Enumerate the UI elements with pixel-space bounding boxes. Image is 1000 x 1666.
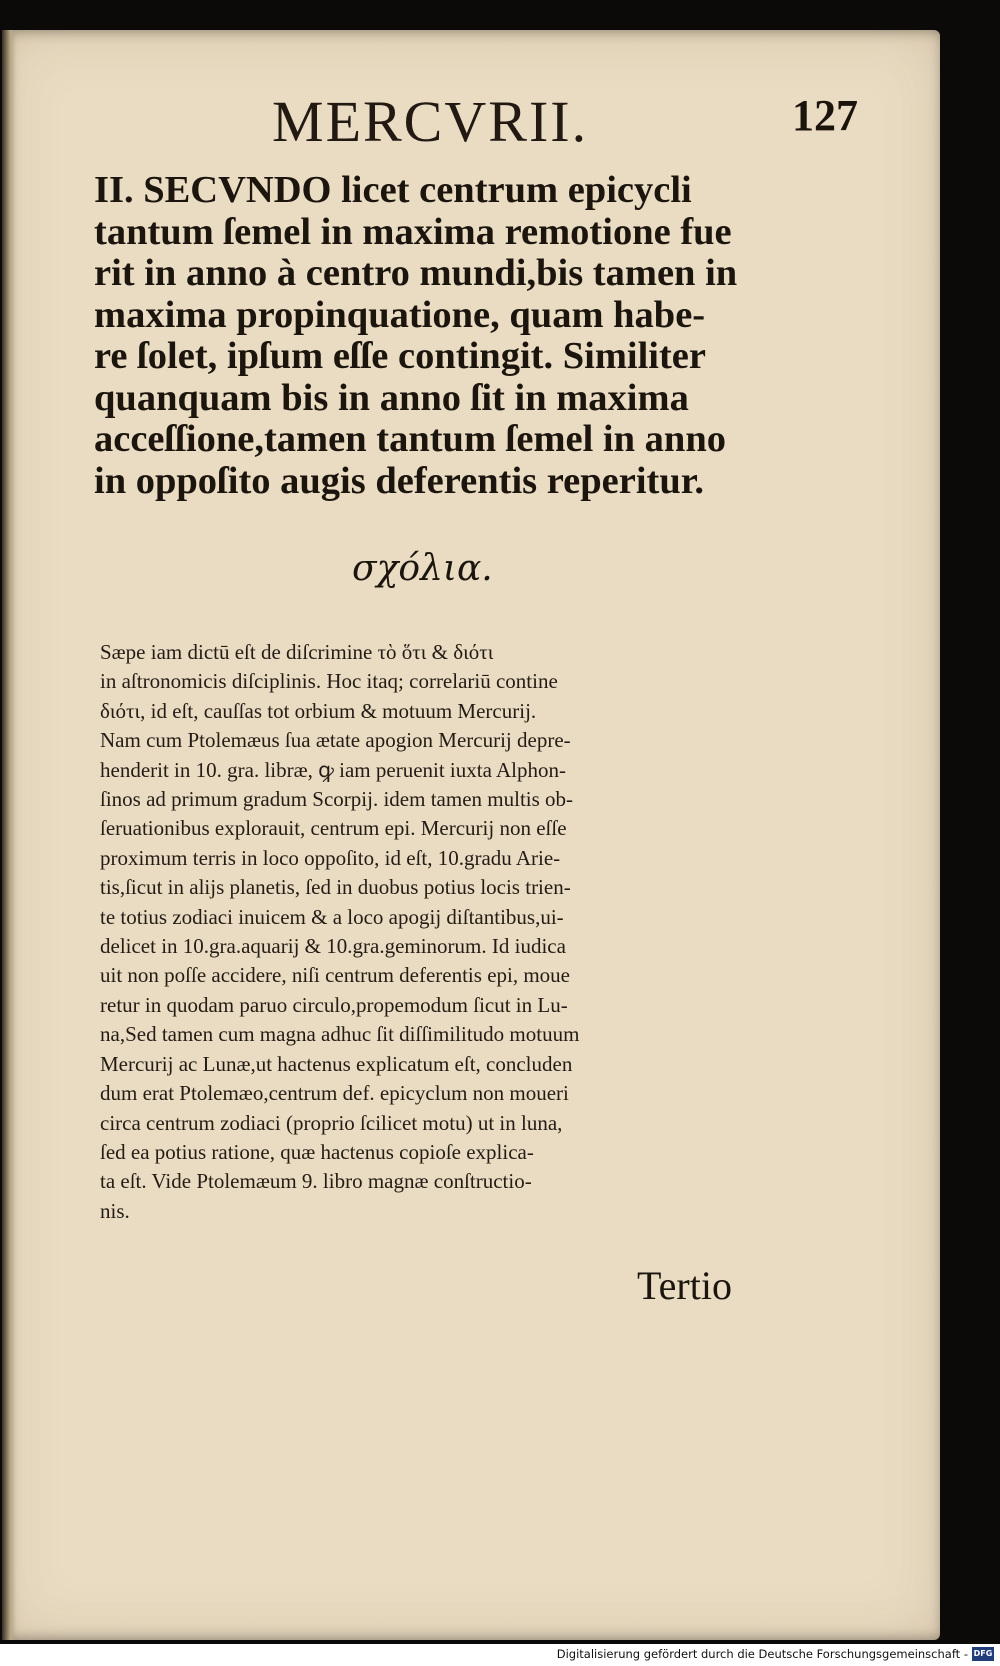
proposition-line: acceſſione,tamen tantum ſemel in anno: [94, 418, 726, 460]
page-gutter-shadow: [2, 30, 16, 1640]
commentary-line: Sæpe iam dictū eſt de diſcrimine τὸ ὅτι & διότι: [100, 640, 494, 664]
commentary-paragraph: [100, 638, 770, 1226]
scholia-heading: σχόλια.: [352, 548, 493, 589]
commentary-line: uit non poſſe accidere, niſi centrum deferentis epi, moue: [100, 963, 570, 988]
funding-credit: Digitalisierung gefördert durch die Deutsche Forschungsgemeinschaft -: [556, 1647, 968, 1661]
proposition-line: in oppoſito augis deferentis reperitur.: [94, 459, 704, 502]
commentary-line: nis.: [100, 1198, 130, 1223]
commentary-line: ſeruationibus explorauit, centrum epi. Mercurij non eſſe: [100, 816, 567, 841]
commentary-line: na,Sed tamen cum magna adhuc ſit diſſimilitudo motuum: [100, 1022, 580, 1047]
catchword: Tertio: [637, 1263, 732, 1308]
commentary-line: tis,ſicut in alijs planetis, ſed in duobus potius locis trien-: [100, 875, 571, 900]
commentary-line: retur in quodam paruo circulo,propemodum ſicut in Lu-: [100, 992, 568, 1017]
proposition-line: quanquam bis in anno ſit in maxima: [94, 376, 689, 419]
commentary-line: διότι, id eſt, cauſſas tot orbium & motuum Mercurij.: [100, 698, 537, 723]
proposition-line: tantum ſemel in maxima remotione fue: [94, 210, 732, 253]
proposition-line: II. SECVNDO licet centrum epicycli: [94, 169, 692, 211]
commentary-line: te totius zodiaci inuicem & a loco apogij diſtantibus,ui-: [100, 904, 564, 929]
commentary-line: ſed ea potius ratione, quæ hactenus copioſe explica-: [100, 1139, 534, 1164]
commentary-line: dum erat Ptolemæo,centrum def. epicyclum non moueri: [100, 1081, 569, 1106]
footer-bar: [0, 1644, 1000, 1666]
commentary-line: henderit in 10. gra. libræ, ꝙ iam peruenit iuxta Alphon-: [100, 757, 567, 782]
commentary-line: Nam cum Ptolemæus ſua ætate apogion Mercurij depre-: [100, 728, 571, 753]
commentary-line: ta eſt. Vide Ptolemæum 9. libro magnæ conſtructio-: [100, 1169, 532, 1194]
commentary-line: Mercurij ac Lunæ,ut hactenus explicatum eſt, concluden: [100, 1051, 573, 1076]
commentary-line: circa centrum zodiaci (proprio ſcilicet motu) ut in luna,: [100, 1110, 563, 1135]
dfg-logo-icon: DFG: [972, 1647, 994, 1661]
proposition-line: re ſolet, ipſum eſſe contingit. Similiter: [94, 335, 706, 377]
commentary-line: in aſtronomicis diſciplinis. Hoc itaq; correlariū contine: [100, 669, 558, 694]
proposition-line: maxima propinquatione, quam habe-: [94, 293, 706, 336]
running-head: MERCVRII.: [272, 89, 589, 154]
book-page: [2, 30, 940, 1640]
commentary-line: delicet in 10.gra.aquarij & 10.gra.geminorum. Id iudica: [100, 934, 566, 959]
commentary-line: ſinos ad primum gradum Scorpij. idem tamen multis ob-: [100, 787, 574, 812]
proposition-paragraph: [94, 170, 874, 502]
page-number: 127: [792, 91, 858, 140]
proposition-line: rit in anno à centro mundi,bis tamen in: [94, 252, 738, 294]
commentary-line: proximum terris in loco oppoſito, id eſt, 10.gradu Arie-: [100, 845, 561, 870]
